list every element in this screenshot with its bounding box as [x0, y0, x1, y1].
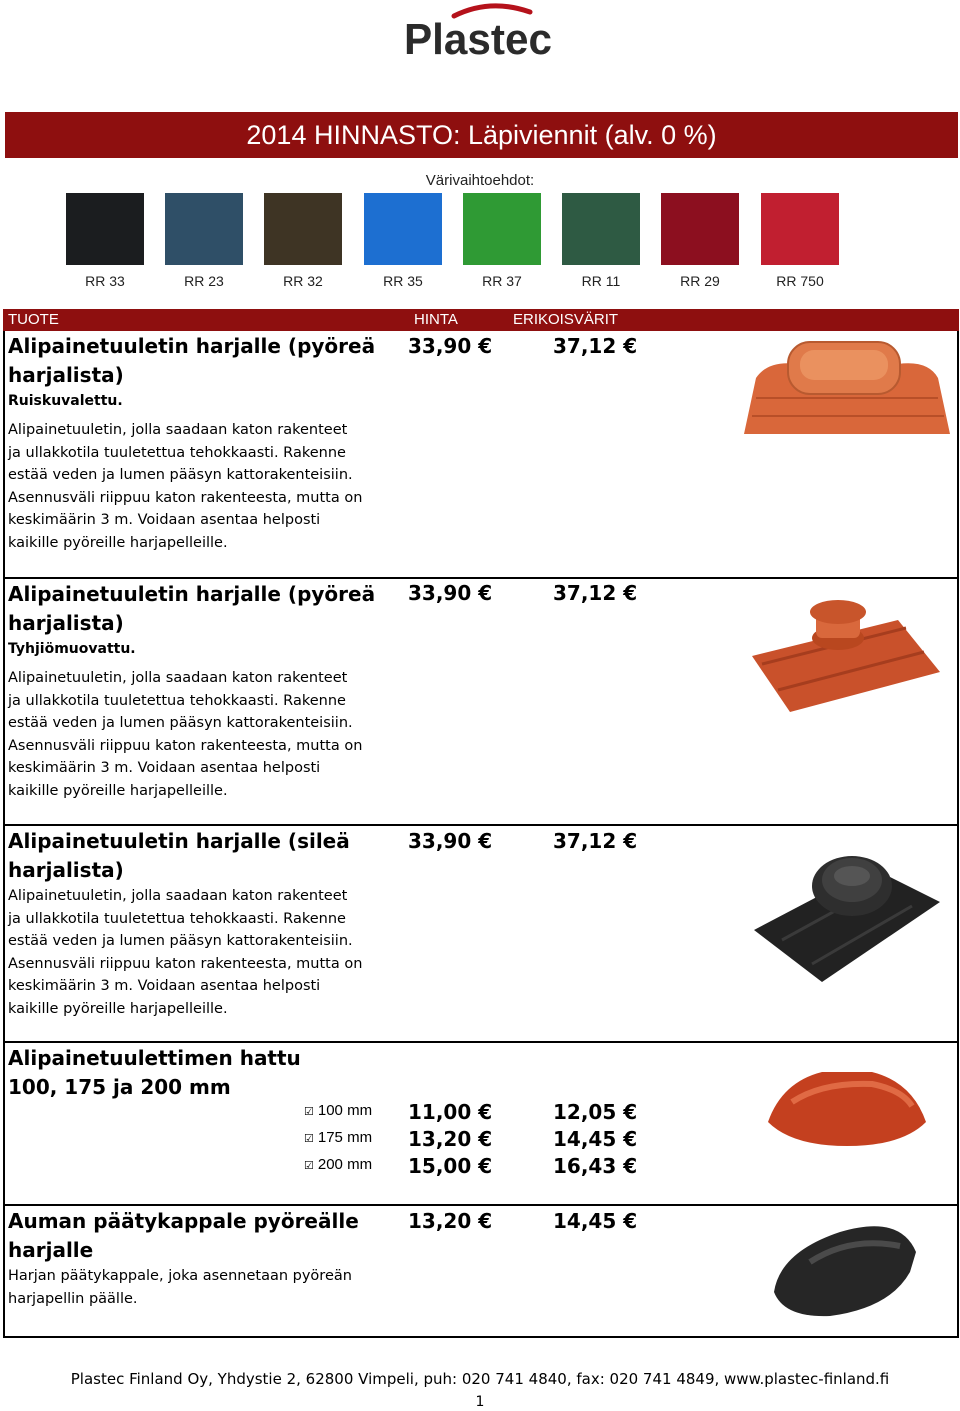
product-price: 13,20 €	[408, 1209, 493, 1233]
color-label: RR 29	[680, 273, 720, 289]
header-special-colors: ERIKOISVÄRIT	[513, 311, 619, 328]
row-divider	[3, 577, 959, 579]
row-divider	[3, 1041, 959, 1043]
color-label: RR 37	[482, 273, 522, 289]
product-price: 13,20 €	[408, 1127, 493, 1151]
product-description: Alipainetuuletin, jolla saadaan katon rakenteet ja ullakkotila tuuletettua tehokkaasti. Rakenne estää veden ja lumen pääsyn kattorakenteisiin. Asennusväli riippuu katon rakenteesta, mutta on keskimäärin 3 m. Voidaan asentaa helposti kaikille pyöreille harjapelleille.	[8, 670, 363, 799]
color-swatch-rr11	[562, 193, 640, 265]
row-divider	[3, 1204, 959, 1206]
product-price: 15,00 €	[408, 1154, 493, 1178]
product-price: 33,90 €	[408, 334, 493, 358]
product-price: 33,90 €	[408, 581, 493, 605]
ridge-vent-smooth-image	[752, 846, 942, 986]
color-swatch-rr32	[264, 193, 342, 265]
product-subtitle: Tyhjiömuovattu.	[8, 641, 136, 657]
size-option: ☑ 200 mm	[304, 1156, 373, 1173]
color-options-label: Värivaihtoehdot:	[425, 172, 535, 189]
product-title: Alipainetuuletin harjalle (sileä harjalista)	[8, 829, 350, 882]
color-swatch-rr23	[165, 193, 243, 265]
color-swatch-rr29	[661, 193, 739, 265]
product-title: Alipainetuulettimen hattu 100, 175 ja 200 mm	[8, 1046, 301, 1099]
color-swatch-rr33	[66, 193, 144, 265]
product-special-price: 14,45 €	[553, 1209, 638, 1233]
color-label: RR 33	[85, 273, 125, 289]
svg-text:Plastec: Plastec	[404, 15, 552, 64]
checkbox-icon: ☑	[304, 1133, 314, 1145]
product-special-price: 37,12 €	[553, 829, 638, 853]
checkbox-icon: ☑	[304, 1106, 314, 1118]
product-description: Alipainetuuletin, jolla saadaan katon rakenteet ja ullakkotila tuuletettua tehokkaasti. Rakenne estää veden ja lumen pääsyn kattorakenteisiin. Asennusväli riippuu katon rakenteesta, mutta on keskimäärin 3 m. Voidaan asentaa helposti kaikille pyöreille harjapelleille.	[8, 888, 363, 1017]
checkbox-icon: ☑	[304, 1160, 314, 1172]
color-swatch-rr35	[364, 193, 442, 265]
page-number: 1	[475, 1394, 485, 1410]
ridge-vent-vacuum-image	[748, 598, 944, 716]
color-label: RR 23	[184, 273, 224, 289]
product-price: 33,90 €	[408, 829, 493, 853]
product-price: 11,00 €	[408, 1100, 493, 1124]
product-special-price: 37,12 €	[553, 581, 638, 605]
vent-cap-image	[762, 1062, 932, 1148]
ridge-vent-molded-image	[738, 338, 953, 440]
plastec-logo	[400, 0, 560, 64]
header-price: HINTA	[414, 311, 458, 328]
footer-contact: Plastec Finland Oy, Yhdystie 2, 62800 Vimpeli, puh: 020 741 4840, fax: 020 741 4849, www.plastec-finland.fi	[70, 1370, 890, 1388]
product-title: Alipainetuuletin harjalle (pyöreä harjalista)	[8, 334, 376, 387]
color-swatch-rr37	[463, 193, 541, 265]
color-label: RR 750	[776, 273, 824, 289]
color-label: RR 35	[383, 273, 423, 289]
product-special-price: 14,45 €	[553, 1127, 638, 1151]
row-divider	[3, 824, 959, 826]
size-option: ☑ 175 mm	[304, 1129, 373, 1146]
page-title: 2014 HINNASTO: Läpiviennit (alv. 0 %)	[5, 112, 958, 158]
product-title: Alipainetuuletin harjalle (pyöreä harjalista)	[8, 582, 376, 635]
product-special-price: 16,43 €	[553, 1154, 638, 1178]
color-swatch-rr750	[761, 193, 839, 265]
product-special-price: 37,12 €	[553, 334, 638, 358]
color-label: RR 11	[581, 273, 621, 289]
ridge-end-cap-image	[770, 1212, 922, 1320]
color-label: RR 32	[283, 273, 323, 289]
product-title: Auman päätykappale pyöreälle harjalle	[8, 1209, 359, 1262]
header-product: TUOTE	[8, 311, 59, 328]
table-header	[3, 309, 959, 331]
product-description: Harjan päätykappale, joka asennetaan pyöreän harjapellin päälle.	[8, 1268, 352, 1307]
product-description: Alipainetuuletin, jolla saadaan katon rakenteet ja ullakkotila tuuletettua tehokkaasti. Rakenne estää veden ja lumen pääsyn kattorakenteisiin. Asennusväli riippuu katon rakenteesta, mutta on keskimäärin 3 m. Voidaan asentaa helposti kaikille pyöreille harjapelleille.	[8, 422, 363, 551]
product-special-price: 12,05 €	[553, 1100, 638, 1124]
size-option: ☑ 100 mm	[304, 1102, 373, 1119]
product-subtitle: Ruiskuvalettu.	[8, 393, 123, 409]
